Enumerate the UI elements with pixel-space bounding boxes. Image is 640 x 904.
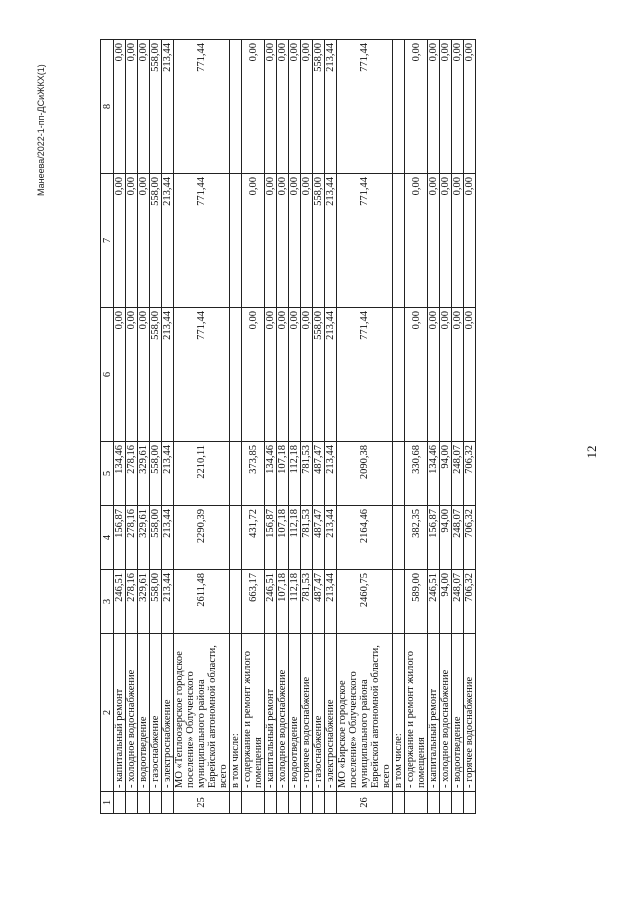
value-cell: 0,00: [464, 40, 476, 174]
header-cell: 2: [101, 634, 114, 792]
value-cell: 0,00: [428, 308, 440, 442]
value-cell: 0,00: [301, 40, 313, 174]
row-label-cell: - горячее водоснабжение: [464, 634, 476, 792]
table-row: [405, 40, 428, 814]
value-cell: 0,00: [114, 40, 126, 174]
value-cell: 0,00: [138, 40, 150, 174]
table-row: [138, 40, 150, 814]
value-cell: 0,00: [289, 40, 301, 174]
value-cell: 781,53: [301, 506, 313, 570]
row-label-cell: - капитальный ремонт: [265, 634, 277, 792]
value-cell: 2164,46: [337, 506, 393, 570]
row-label-cell: - холодное водоснабжение: [126, 634, 138, 792]
value-cell: 278,16: [126, 442, 138, 506]
value-cell: [230, 40, 242, 174]
value-cell: 94,00: [440, 570, 452, 634]
value-cell: 278,16: [126, 506, 138, 570]
header-cell: 6: [101, 308, 114, 442]
value-cell: 134,46: [428, 442, 440, 506]
value-cell: 0,00: [405, 40, 428, 174]
value-cell: 0,00: [405, 174, 428, 308]
value-cell: 213,44: [325, 40, 337, 174]
page-number: 12: [584, 445, 599, 459]
value-cell: 213,44: [162, 506, 174, 570]
value-cell: 0,00: [440, 174, 452, 308]
table-row: [313, 40, 325, 814]
row-number-cell: 25: [174, 792, 230, 814]
row-label-cell: МО «Бирское городское поселение» Облученского муниципального района Еврейской автономной области, всего: [337, 634, 393, 792]
tariff-table: [100, 39, 476, 814]
value-cell: 0,00: [289, 308, 301, 442]
value-cell: 558,00: [150, 506, 162, 570]
row-number-cell: 26: [337, 792, 393, 814]
value-cell: 213,44: [325, 174, 337, 308]
value-cell: 771,44: [174, 308, 230, 442]
value-cell: 156,87: [114, 506, 126, 570]
value-cell: 94,00: [440, 506, 452, 570]
table-row: [114, 40, 126, 814]
value-cell: 330,68: [405, 442, 428, 506]
row-label-cell: - электроснабжение: [325, 634, 337, 792]
value-cell: 213,44: [325, 570, 337, 634]
row-number-cell: [230, 792, 242, 814]
value-cell: 0,00: [301, 308, 313, 442]
value-cell: 246,51: [265, 570, 277, 634]
value-cell: [393, 174, 405, 308]
table-row: [393, 40, 405, 814]
value-cell: 0,00: [242, 40, 265, 174]
value-cell: 558,00: [150, 174, 162, 308]
value-cell: [230, 308, 242, 442]
table-row: [452, 40, 464, 814]
value-cell: [393, 570, 405, 634]
footer-reference: Манеева/2022-1-пп-ДСиЖКХ(1): [36, 64, 46, 196]
header-cell: 3: [101, 570, 114, 634]
value-cell: 373,85: [242, 442, 265, 506]
value-cell: 487,47: [313, 442, 325, 506]
value-cell: 0,00: [265, 308, 277, 442]
value-cell: 329,61: [138, 570, 150, 634]
value-cell: 112,18: [289, 570, 301, 634]
value-cell: 0,00: [265, 174, 277, 308]
table-row: [230, 40, 242, 814]
value-cell: 0,00: [126, 40, 138, 174]
row-label-cell: в том числе:: [393, 634, 405, 792]
value-cell: 487,47: [313, 506, 325, 570]
value-cell: 248,07: [452, 442, 464, 506]
value-cell: 558,00: [150, 570, 162, 634]
row-label-cell: - газоснабжение: [150, 634, 162, 792]
row-number-cell: [313, 792, 325, 814]
value-cell: 2290,39: [174, 506, 230, 570]
row-number-cell: [428, 792, 440, 814]
row-number-cell: [301, 792, 313, 814]
row-number-cell: [242, 792, 265, 814]
value-cell: 0,00: [138, 174, 150, 308]
row-number-cell: [452, 792, 464, 814]
value-cell: 112,18: [289, 442, 301, 506]
header-cell: 7: [101, 174, 114, 308]
value-cell: 213,44: [325, 506, 337, 570]
row-number-cell: [265, 792, 277, 814]
value-cell: 213,44: [162, 308, 174, 442]
row-label-cell: - капитальный ремонт: [428, 634, 440, 792]
value-cell: [393, 40, 405, 174]
value-cell: 781,53: [301, 442, 313, 506]
value-cell: [230, 506, 242, 570]
row-label-cell: МО «Теплоозерское городское поселение» Облученского муниципального района Еврейской автономной области, всего: [174, 634, 230, 792]
value-cell: 0,00: [277, 174, 289, 308]
header-cell: 1: [101, 792, 114, 814]
value-cell: [230, 174, 242, 308]
value-cell: 771,44: [337, 174, 393, 308]
value-cell: 0,00: [242, 308, 265, 442]
value-cell: 0,00: [277, 40, 289, 174]
row-label-cell: - холодное водоснабжение: [440, 634, 452, 792]
value-cell: 0,00: [428, 40, 440, 174]
value-cell: 246,51: [428, 570, 440, 634]
value-cell: 213,44: [162, 442, 174, 506]
value-cell: 246,51: [114, 570, 126, 634]
table-row: [428, 40, 440, 814]
value-cell: 663,17: [242, 570, 265, 634]
value-cell: 2460,75: [337, 570, 393, 634]
value-cell: 0,00: [464, 174, 476, 308]
table-row: [337, 40, 393, 814]
row-number-cell: [440, 792, 452, 814]
header-cell: 5: [101, 442, 114, 506]
value-cell: 558,00: [313, 308, 325, 442]
value-cell: 771,44: [337, 308, 393, 442]
value-cell: 0,00: [114, 174, 126, 308]
header-cell: 4: [101, 506, 114, 570]
value-cell: 706,32: [464, 506, 476, 570]
value-cell: 487,47: [313, 570, 325, 634]
value-cell: 112,18: [289, 506, 301, 570]
value-cell: 0,00: [114, 308, 126, 442]
value-cell: [393, 442, 405, 506]
table-row: [440, 40, 452, 814]
value-cell: 248,07: [452, 570, 464, 634]
value-cell: 248,07: [452, 506, 464, 570]
value-cell: 278,16: [126, 570, 138, 634]
value-cell: 94,00: [440, 442, 452, 506]
value-cell: 589,00: [405, 570, 428, 634]
value-cell: 213,44: [162, 570, 174, 634]
table-row: [242, 40, 265, 814]
value-cell: 0,00: [464, 308, 476, 442]
row-label-cell: - водоотведение: [289, 634, 301, 792]
row-label-cell: - содержание и ремонт жилого помещения: [242, 634, 265, 792]
value-cell: 558,00: [150, 308, 162, 442]
row-number-cell: [162, 792, 174, 814]
row-number-cell: [150, 792, 162, 814]
header-cell: 8: [101, 40, 114, 174]
table-row: [301, 40, 313, 814]
row-number-cell: [405, 792, 428, 814]
value-cell: 706,32: [464, 442, 476, 506]
value-cell: 0,00: [440, 40, 452, 174]
value-cell: 107,18: [277, 506, 289, 570]
value-cell: 0,00: [301, 174, 313, 308]
value-cell: 0,00: [126, 174, 138, 308]
row-number-cell: [126, 792, 138, 814]
row-label-cell: - водоотведение: [138, 634, 150, 792]
value-cell: 213,44: [325, 308, 337, 442]
value-cell: 2090,38: [337, 442, 393, 506]
row-number-cell: [138, 792, 150, 814]
row-label-cell: - холодное водоснабжение: [277, 634, 289, 792]
value-cell: 771,44: [337, 40, 393, 174]
value-cell: 0,00: [277, 308, 289, 442]
value-cell: 2210,11: [174, 442, 230, 506]
value-cell: 0,00: [428, 174, 440, 308]
value-cell: 781,53: [301, 570, 313, 634]
value-cell: 213,44: [162, 40, 174, 174]
value-cell: [393, 308, 405, 442]
value-cell: 382,35: [405, 506, 428, 570]
value-cell: 329,61: [138, 506, 150, 570]
value-cell: [230, 442, 242, 506]
row-label-cell: - газоснабжение: [313, 634, 325, 792]
value-cell: 558,00: [313, 40, 325, 174]
value-cell: 558,00: [150, 442, 162, 506]
value-cell: 0,00: [452, 40, 464, 174]
value-cell: 0,00: [265, 40, 277, 174]
value-cell: 0,00: [126, 308, 138, 442]
table-row: [265, 40, 277, 814]
row-label-cell: - горячее водоснабжение: [301, 634, 313, 792]
table-row: [289, 40, 301, 814]
header-row: [101, 40, 114, 814]
value-cell: 213,44: [162, 174, 174, 308]
table-row: [277, 40, 289, 814]
value-cell: 0,00: [289, 174, 301, 308]
value-cell: 558,00: [313, 174, 325, 308]
value-cell: 771,44: [174, 174, 230, 308]
row-label-cell: в том числе:: [230, 634, 242, 792]
table-row: [464, 40, 476, 814]
row-label-cell: - содержание и ремонт жилого помещения: [405, 634, 428, 792]
row-number-cell: [277, 792, 289, 814]
value-cell: [393, 506, 405, 570]
table-row: [325, 40, 337, 814]
row-number-cell: [114, 792, 126, 814]
row-number-cell: [289, 792, 301, 814]
value-cell: 156,87: [428, 506, 440, 570]
value-cell: 0,00: [242, 174, 265, 308]
value-cell: 134,46: [114, 442, 126, 506]
table-row: [150, 40, 162, 814]
row-number-cell: [464, 792, 476, 814]
row-label-cell: - водоотведение: [452, 634, 464, 792]
row-label-cell: - капитальный ремонт: [114, 634, 126, 792]
value-cell: 156,87: [265, 506, 277, 570]
value-cell: 0,00: [405, 308, 428, 442]
value-cell: 0,00: [452, 174, 464, 308]
value-cell: 107,18: [277, 442, 289, 506]
row-number-cell: [393, 792, 405, 814]
value-cell: 213,44: [325, 442, 337, 506]
value-cell: 2611,48: [174, 570, 230, 634]
value-cell: 0,00: [138, 308, 150, 442]
row-number-cell: [325, 792, 337, 814]
value-cell: 431,72: [242, 506, 265, 570]
value-cell: 134,46: [265, 442, 277, 506]
value-cell: 706,32: [464, 570, 476, 634]
value-cell: 329,61: [138, 442, 150, 506]
value-cell: 558,00: [150, 40, 162, 174]
table-body: [114, 40, 476, 814]
row-label-cell: - электроснабжение: [162, 634, 174, 792]
table-row: [126, 40, 138, 814]
table-row: [162, 40, 174, 814]
value-cell: 0,00: [452, 308, 464, 442]
value-cell: 107,18: [277, 570, 289, 634]
value-cell: 771,44: [174, 40, 230, 174]
table-row: [174, 40, 230, 814]
value-cell: 0,00: [440, 308, 452, 442]
value-cell: [230, 570, 242, 634]
